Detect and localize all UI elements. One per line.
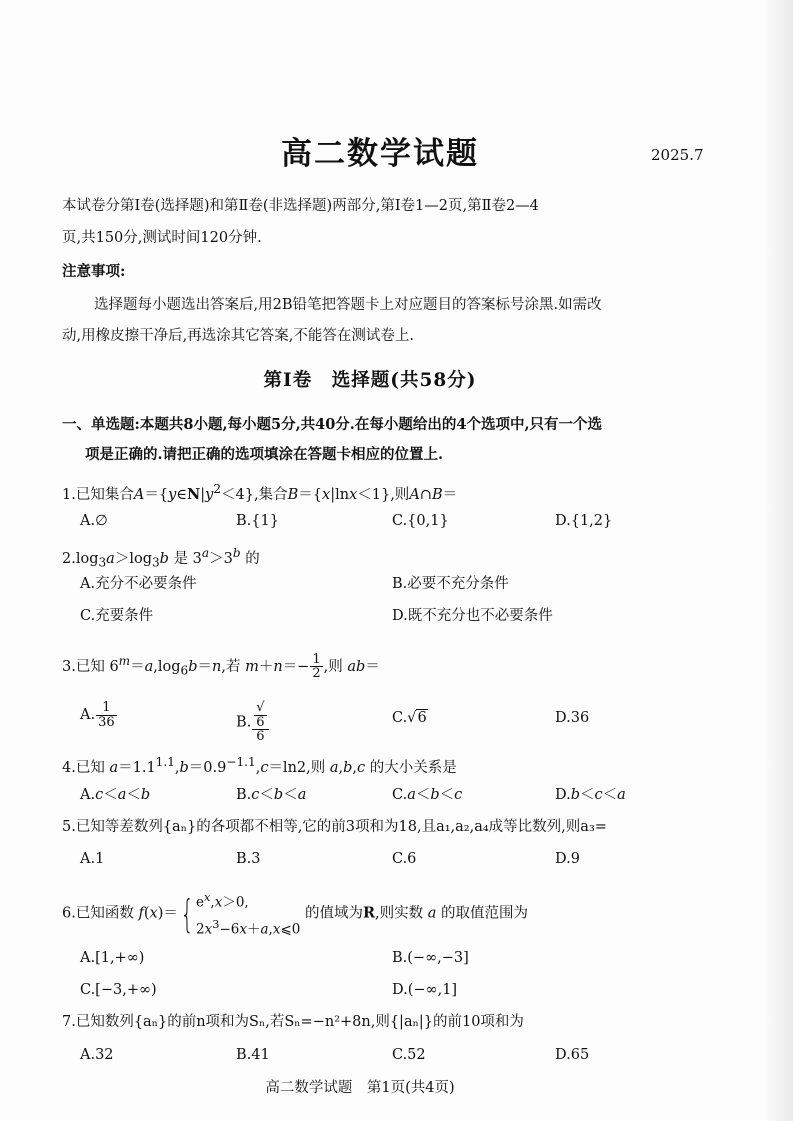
- part1-instruction-line-2: 项是正确的.请把正确的选项填涂在答题卡相应的位置上.: [85, 446, 444, 463]
- question-1-option-c[interactable]: C.{0,1}: [392, 513, 449, 529]
- question-4-text: 4.已知 $a=1.1^{1.1},b=0.9^{-1.1},c=\ln 2$,则 a,b,c 的大小关系是: [62, 755, 457, 776]
- question-2-option-d[interactable]: D.既不充分也不必要条件: [392, 608, 553, 624]
- question-3-option-b[interactable]: B. √ 6 6: [236, 701, 270, 744]
- question-5-option-a[interactable]: A.1: [80, 851, 105, 867]
- question-5-option-c[interactable]: C.6: [392, 851, 417, 867]
- exam-title: 高二数学试题: [281, 136, 479, 172]
- notice-title: 注意事项:: [62, 263, 126, 280]
- question-3-option-c[interactable]: C.√6: [392, 710, 427, 726]
- question-1-option-d[interactable]: D.{1,2}: [555, 513, 613, 529]
- question-1-option-a[interactable]: A.∅: [80, 513, 108, 529]
- question-5-option-d[interactable]: D.9: [555, 851, 580, 867]
- question-7-option-d[interactable]: D.65: [555, 1047, 590, 1063]
- question-2-option-c[interactable]: C.充要条件: [80, 608, 154, 624]
- question-2-option-a[interactable]: A.充分不必要条件: [80, 576, 197, 592]
- question-4-option-c[interactable]: C.a＜b＜c: [392, 787, 463, 803]
- question-4-option-b[interactable]: B.c＜b＜a: [236, 787, 307, 803]
- question-6-option-c[interactable]: C.[−3,+∞): [80, 982, 157, 998]
- part1-instruction-line-1: 一、单选题:本题共8小题,每小题5分,共40分.在每小题给出的4个选项中,只有一个选: [62, 416, 602, 433]
- page-footer: 高二数学试题 第1页(共4页): [265, 1080, 455, 1096]
- question-3-option-d[interactable]: D.36: [555, 710, 590, 726]
- question-7-option-c[interactable]: C.52: [392, 1047, 426, 1063]
- question-7-option-a[interactable]: A.32: [80, 1047, 114, 1063]
- exam-date: 2025.7: [651, 146, 704, 164]
- notice-line-2: 动,用橡皮擦干净后,再选涂其它答案,不能答在测试卷上.: [62, 328, 414, 344]
- question-6-text: 6.已知函数 f(x)＝{ $e^x,x>0$, $2x^3-6x+a,x⩽0$ 的值域为R,则实数 a 的取值范围为: [62, 891, 529, 937]
- notice-line-1: 选择题每小题选出答案后,用2B铅笔把答题卡上对应题目的答案标号涂黑.如需改: [94, 297, 602, 313]
- question-5-text: 5.已知等差数列{aₙ}的各项都不相等,它的前3项和为18,且a₁,a₂,a₄成等比数列,则a₃=: [62, 819, 607, 835]
- intro-line-2: 页,共150分,测试时间120分钟.: [62, 230, 262, 246]
- question-6-option-a[interactable]: A.[1,+∞): [80, 950, 145, 966]
- question-7-text: 7.已知数列{aₙ}的前n项和为Sₙ,若Sₙ=−n²+8n,则{|aₙ|}的前10项和为: [62, 1014, 524, 1030]
- question-1-option-b[interactable]: B.{1}: [236, 513, 279, 529]
- question-7-option-b[interactable]: B.41: [236, 1047, 270, 1063]
- question-4-option-d[interactable]: D.b＜c＜a: [555, 787, 626, 803]
- question-6-option-d[interactable]: D.(−∞,1]: [392, 982, 458, 998]
- intro-line-1: 本试卷分第Ⅰ卷(选择题)和第Ⅱ卷(非选择题)两部分,第Ⅰ卷1—2页,第Ⅱ卷2—4: [62, 198, 539, 214]
- question-1-text: 1.已知集合$A=\{y\in N|y^2<4\}$,集合B＝{x|lnx＜1},则A∩B＝: [62, 482, 458, 503]
- question-3-option-a[interactable]: A. $\frac{1}{36}$: [80, 700, 115, 730]
- question-2-option-b[interactable]: B.必要不充分条件: [392, 576, 509, 592]
- question-6-option-b[interactable]: B.(−∞,−3]: [392, 950, 469, 966]
- section-title: 第Ⅰ卷 选择题(共58分): [263, 370, 477, 391]
- question-3-text: 3.已知 $6^m=a,\log_6b=n$,若 m＋n＝− $\frac{1}{2}$ ,则 ab＝: [62, 651, 380, 682]
- page-edge-shadow: [765, 0, 793, 1121]
- question-5-option-b[interactable]: B.3: [236, 851, 261, 867]
- question-4-option-a[interactable]: A.c＜a＜b: [80, 787, 151, 803]
- question-2-text: $2.\log_3a>\log_3b$ 是 $3^a>3^b$ 的: [62, 546, 260, 570]
